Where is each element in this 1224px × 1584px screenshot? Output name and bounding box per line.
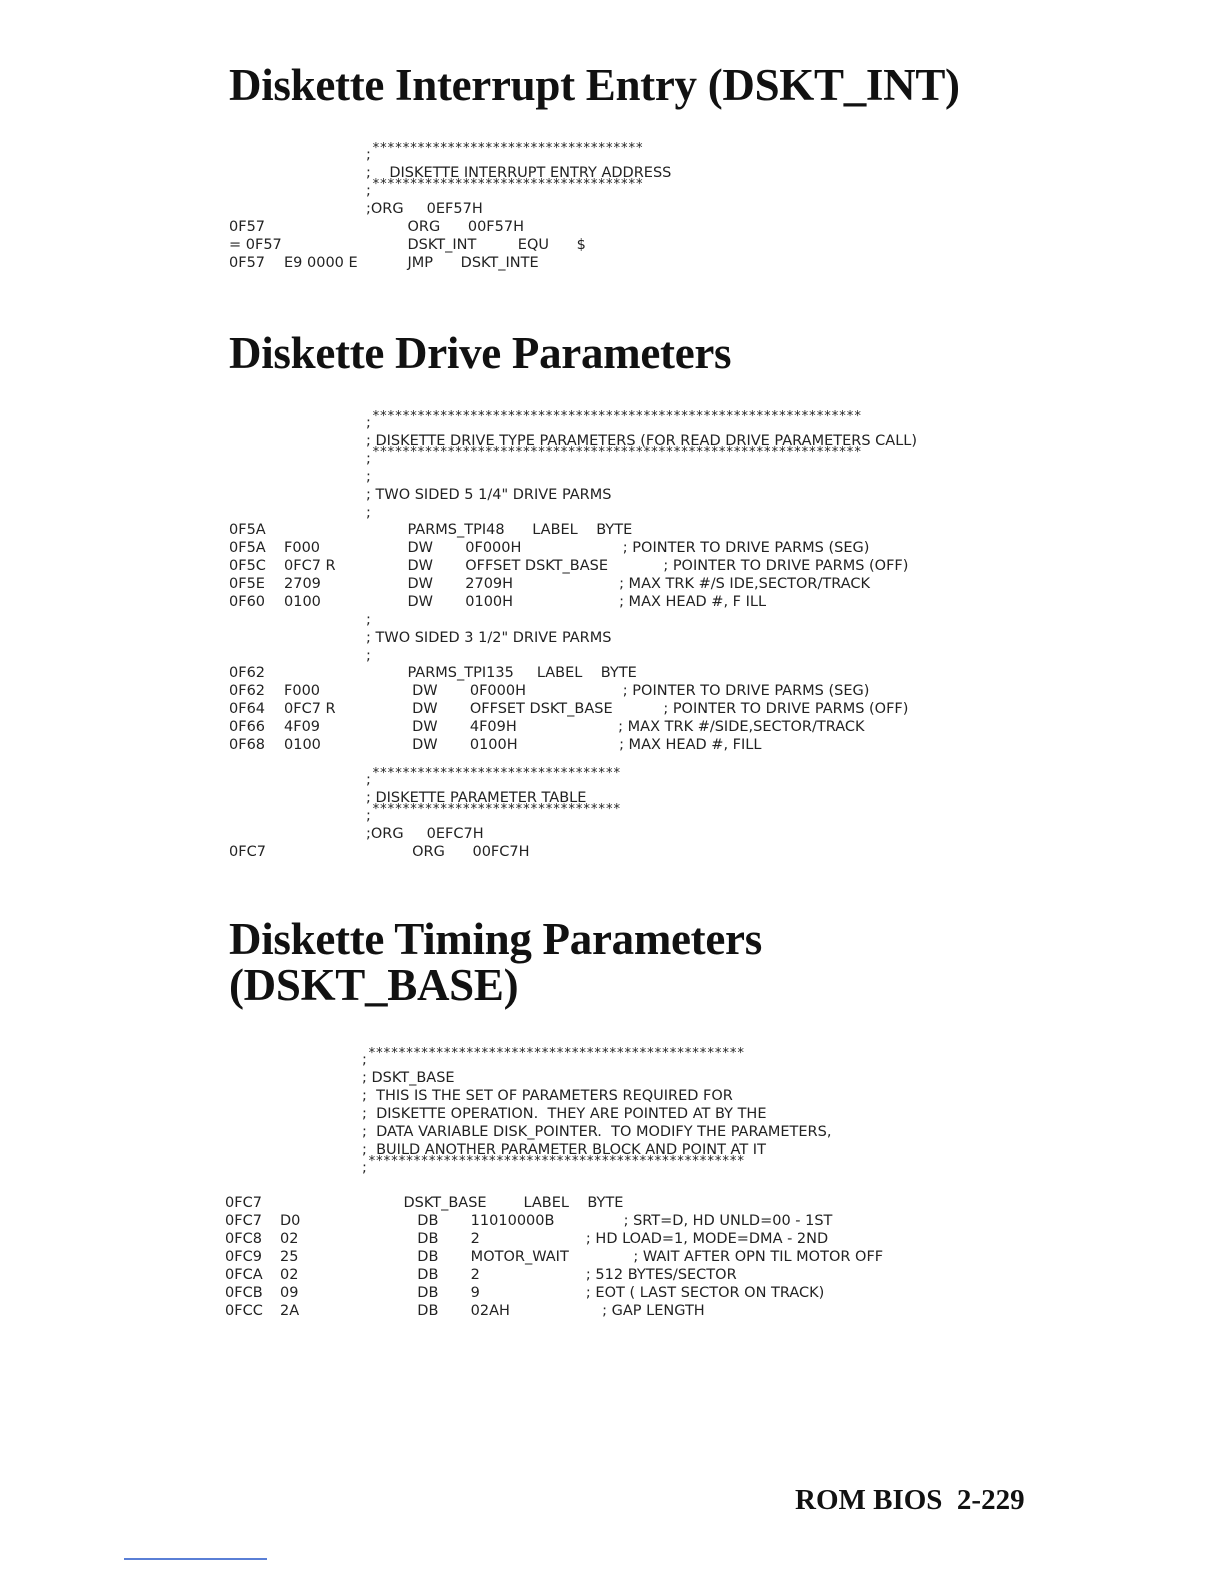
listing-source-line: DW 2709H ; MAX TRK #/S IDE,SECTOR/TRACK xyxy=(366,576,871,592)
listing-address: 0FC8 xyxy=(225,1231,262,1247)
listing-object-code: 2709 xyxy=(284,576,321,592)
listing-address: 0F66 xyxy=(229,719,266,735)
comment-border: ********************************* xyxy=(372,802,621,817)
comment-border: ************************************ xyxy=(372,141,643,156)
listing-source-line: ; TWO SIDED 3 1/2" DRIVE PARMS xyxy=(366,630,612,646)
section-title-drive-parameters xyxy=(229,330,731,376)
listing-source-line: ; xyxy=(366,808,371,824)
listing-address: 0F5A xyxy=(229,522,266,538)
listing-source-line: ORG 00FC7H xyxy=(366,844,530,860)
listing-source-line: ; xyxy=(366,147,371,163)
listing-source-line: DW OFFSET DSKT_BASE ; POINTER TO DRIVE PARMS (OFF) xyxy=(366,558,909,574)
listing-source-line: DB MOTOR_WAIT ; WAIT AFTER OPN TIL MOTOR OFF xyxy=(362,1249,884,1265)
listing-source-line: DSKT_BASE LABEL BYTE xyxy=(362,1195,624,1211)
listing-source-line: ; BUILD ANOTHER PARAMETER BLOCK AND POINT AT IT xyxy=(362,1142,766,1158)
listing-address: 0F5E xyxy=(229,576,265,592)
listing-address: 0FC7 xyxy=(229,844,266,860)
listing-source-line: ; xyxy=(366,612,371,628)
listing-object-code: 0100 xyxy=(284,737,321,753)
listing-address: 0F68 xyxy=(229,737,266,753)
section-title-dskt-base xyxy=(229,916,762,1008)
listing-source-line: DW OFFSET DSKT_BASE ; POINTER TO DRIVE PARMS (OFF) xyxy=(366,701,909,717)
listing-source-line: DW 0F000H ; POINTER TO DRIVE PARMS (SEG) xyxy=(366,540,870,556)
listing-source-line: ; DISKETTE PARAMETER TABLE xyxy=(366,790,587,806)
listing-source-line: ; DISKETTE INTERRUPT ENTRY ADDRESS xyxy=(366,165,672,181)
listing-source-line: DB 9 ; EOT ( LAST SECTOR ON TRACK) xyxy=(362,1285,825,1301)
listing-source-line: ; DATA VARIABLE DISK_POINTER. TO MODIFY THE PARAMETERS, xyxy=(362,1124,832,1140)
listing-address: 0F60 xyxy=(229,594,266,610)
listing-source-line: ORG 00F57H xyxy=(366,219,525,235)
section-title-line: Diskette Interrupt Entry (DSKT_INT) xyxy=(229,60,960,110)
listing-source-line: DB 02AH ; GAP LENGTH xyxy=(362,1303,705,1319)
listing-source-line: ; xyxy=(366,415,371,431)
listing-source-line: ; TWO SIDED 5 1/4" DRIVE PARMS xyxy=(366,487,612,503)
listing-source-line: ; xyxy=(362,1052,367,1068)
listing-address: 0F62 xyxy=(229,683,266,699)
listing-address: 0F57 xyxy=(229,219,266,235)
listing-source-line: ; xyxy=(366,183,371,199)
listing-source-line: ; xyxy=(362,1160,367,1176)
listing-source-line: ;ORG 0EF57H xyxy=(366,201,483,217)
listing-source-line: ; xyxy=(366,505,371,521)
listing-source-line: DSKT_INT EQU $ xyxy=(366,237,586,253)
listing-source-line: ; DSKT_BASE xyxy=(362,1070,455,1086)
page-footer: ROM BIOS 2-229 xyxy=(795,1484,1025,1516)
listing-source-line: ; DISKETTE OPERATION. THEY ARE POINTED AT BY THE xyxy=(362,1106,767,1122)
listing-object-code: 0FC7 R xyxy=(284,701,336,717)
listing-object-code: 4F09 xyxy=(284,719,321,735)
listing-address: 0F5A xyxy=(229,540,266,556)
listing-address: 0FC9 xyxy=(225,1249,262,1265)
listing-object-code: 02 xyxy=(280,1267,299,1283)
listing-source-line: DW 0F000H ; POINTER TO DRIVE PARMS (SEG) xyxy=(366,683,870,699)
listing-source-line: DB 2 ; HD LOAD=1, MODE=DMA - 2ND xyxy=(362,1231,829,1247)
section-title-dskt-int xyxy=(229,62,960,108)
listing-source-line: ; THIS IS THE SET OF PARAMETERS REQUIRED FOR xyxy=(362,1088,733,1104)
listing-address: 0FCC xyxy=(225,1303,263,1319)
listing-source-line: ; xyxy=(366,648,371,664)
listing-object-code: 0100 xyxy=(284,594,321,610)
listing-source-line: PARMS_TPI48 LABEL BYTE xyxy=(366,522,633,538)
listing-source-line: PARMS_TPI135 LABEL BYTE xyxy=(366,665,637,681)
comment-border: ********************************* xyxy=(372,766,621,781)
listing-source-line: JMP DSKT_INTE xyxy=(366,255,539,271)
comment-border: ************************************************** xyxy=(368,1046,745,1061)
listing-source-line: ; xyxy=(366,469,371,485)
listing-address: 0FC7 xyxy=(225,1213,262,1229)
listing-object-code: D0 xyxy=(280,1213,301,1229)
listing-object-code: 2A xyxy=(280,1303,300,1319)
listing-address: 0F57 xyxy=(229,255,266,271)
listing-address: 0FCB xyxy=(225,1285,263,1301)
listing-source-line: DB 11010000B ; SRT=D, HD UNLD=00 - 1ST xyxy=(362,1213,833,1229)
listing-source-line: DW 4F09H ; MAX TRK #/SIDE,SECTOR/TRACK xyxy=(366,719,865,735)
listing-object-code: E9 0000 E xyxy=(284,255,358,271)
listing-object-code: F000 xyxy=(284,683,321,699)
listing-source-line: ; xyxy=(366,772,371,788)
listing-object-code: 02 xyxy=(280,1231,299,1247)
listing-object-code: 09 xyxy=(280,1285,299,1301)
listing-address: 0F64 xyxy=(229,701,266,717)
listing-source-line: ; DISKETTE DRIVE TYPE PARAMETERS (FOR READ DRIVE PARAMETERS CALL) xyxy=(366,433,918,449)
listing-address: 0FCA xyxy=(225,1267,263,1283)
listing-address: 0F5C xyxy=(229,558,266,574)
corner-rule xyxy=(124,1558,267,1560)
listing-address: 0F62 xyxy=(229,665,266,681)
listing-object-code: 0FC7 R xyxy=(284,558,336,574)
comment-border: ***************************************************************** xyxy=(372,445,862,460)
listing-source-line: ;ORG 0EFC7H xyxy=(366,826,484,842)
listing-source-line: DW 0100H ; MAX HEAD #, FILL xyxy=(366,737,762,753)
listing-object-code: F000 xyxy=(284,540,321,556)
listing-source-line: ; xyxy=(366,451,371,467)
section-title-line: Diskette Timing Parameters xyxy=(229,914,762,964)
comment-border: ************************************************** xyxy=(368,1154,745,1169)
listing-source-line: DB 2 ; 512 BYTES/SECTOR xyxy=(362,1267,737,1283)
comment-border: ************************************ xyxy=(372,177,643,192)
section-title-line: Diskette Drive Parameters xyxy=(229,328,732,378)
listing-object-code: 25 xyxy=(280,1249,299,1265)
listing-address: = 0F57 xyxy=(229,237,282,253)
section-title-line: (DSKT_BASE) xyxy=(229,960,519,1010)
comment-border: ***************************************************************** xyxy=(372,409,862,424)
listing-source-line: DW 0100H ; MAX HEAD #, F ILL xyxy=(366,594,767,610)
listing-address: 0FC7 xyxy=(225,1195,262,1211)
